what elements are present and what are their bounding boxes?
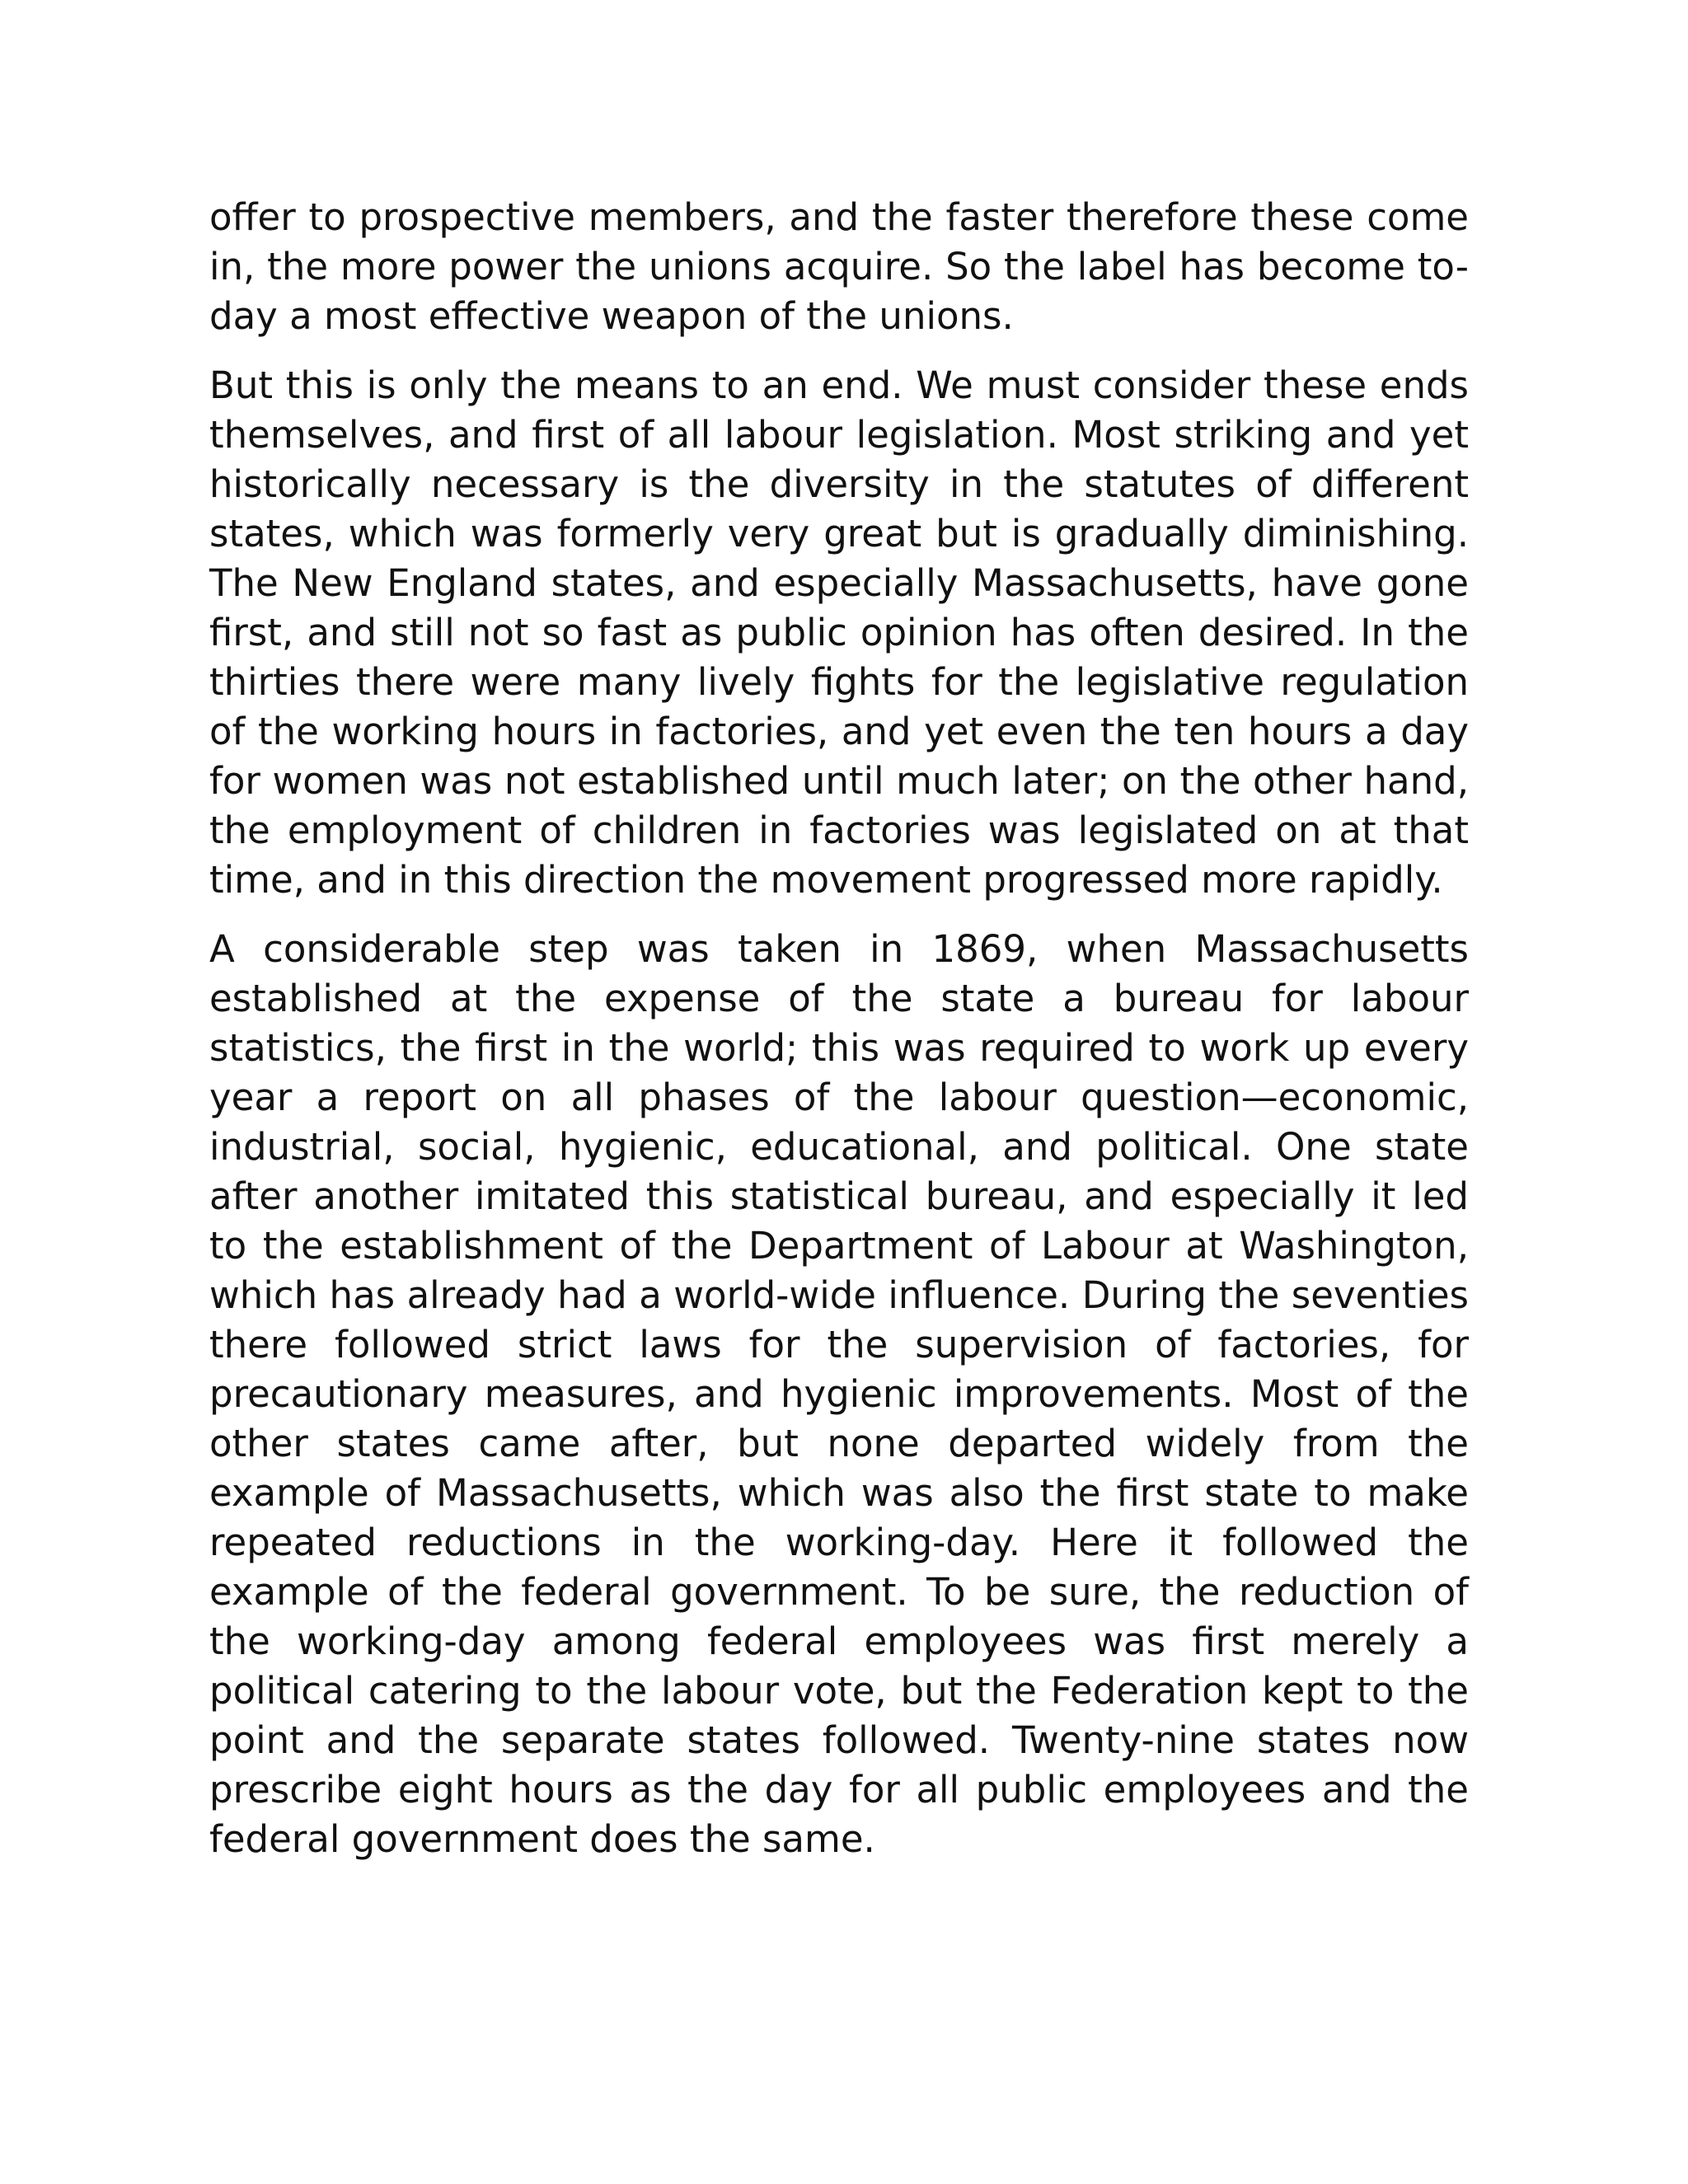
paragraph-1: offer to prospective members, and the faster therefore these come in, the more power the unions acquire. So the label has become to-day a most effective weapon of the unions. (209, 195, 1469, 338)
paragraph-3: A considerable step was taken in 1869, when Massachusetts established at the expense of the state a bureau for labour statistics, the first in the world; this was required to work up every year a report on all phases of the labour question—economic, industrial, social, hygienic, educational, and political. One state after another imitated this statistical bureau, and especially it led to the establishment of the Department of Labour at Washington, which has already had a world-wide influence. During the seventies there followed strict laws for the supervision of factories, for precautionary measures, and hygienic improvements. Most of the other states came after, but none departed widely from the example of Massachusetts, which was also the first state to make repeated reductions in the working-day. Here it followed the example of the federal government. To be sure, the reduction of the working-day among federal employees was first merely a political catering to the labour vote, but the Federation kept to the point and the separate states followed. Twenty-nine states now prescribe eight hours as the day for all public employees and the federal government does the same. (209, 927, 1469, 1861)
document-page (209, 193, 1469, 1884)
paragraph-2: But this is only the means to an end. We must consider these ends themselves, and first of all labour legislation. Most striking and yet historically necessary is the diversity in the statutes of different states, which was formerly very great but is gradually diminishing. The New England states, and especially Massachusetts, have gone first, and still not so fast as public opinion has often desired. In the thirties there were many lively fights for the legislative regulation of the working hours in factories, and yet even the ten hours a day for women was not established until much later; on the other hand, the employment of children in factories was legislated on at that time, and in this direction the movement progressed more rapidly. (209, 363, 1469, 902)
